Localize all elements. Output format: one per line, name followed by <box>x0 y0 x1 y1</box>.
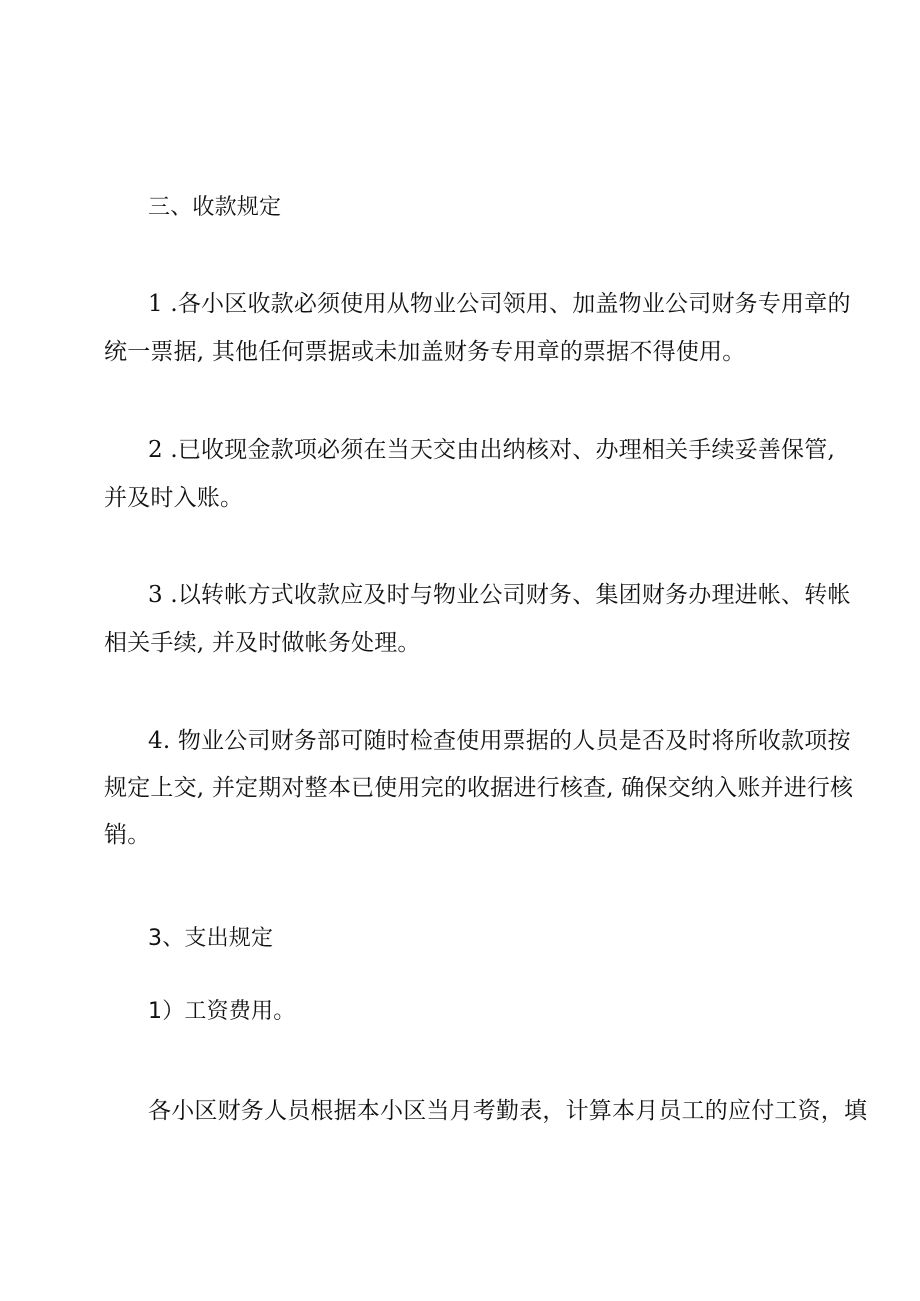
subsection-title-salary-expenses: 1）工资费用。 <box>148 999 296 1024</box>
salary-paragraph-line-1: 各小区财务人员根据本小区当月考勤表，计算本月员工的应付工资，填 <box>148 1098 868 1124</box>
rule-3-line-2: 相关手续, 并及时做帐务处理。 <box>104 630 421 656</box>
section-title-collection-rules: 三、收款规定 <box>148 195 282 220</box>
rule-1-line-1: 1 .各小区收款必须使用从物业公司领用、加盖物业公司财务专用章的 <box>148 291 851 317</box>
rule-3-line-1: 3 .以转帐方式收款应及时与物业公司财务、集团财务办理进帐、转帐 <box>148 582 851 608</box>
rule-4-line-1: 4. 物业公司财务部可随时检查使用票据的人员是否及时将所收款项按 <box>148 728 851 754</box>
rule-2-line-2: 并及时入账。 <box>104 485 244 511</box>
rule-1-line-2: 统一票据, 其他任何票据或未加盖财务专用章的票据不得使用。 <box>104 339 746 365</box>
rule-4-line-3: 销。 <box>104 822 151 848</box>
section-title-expense-rules: 3、支出规定 <box>148 926 274 951</box>
rule-2-line-1: 2 .已收现金款项必须在当天交由出纳核对、办理相关手续妥善保管, <box>148 437 835 463</box>
rule-4-line-2: 规定上交, 并定期对整本已使用完的收据进行核查, 确保交纳入账并进行核 <box>104 775 854 801</box>
